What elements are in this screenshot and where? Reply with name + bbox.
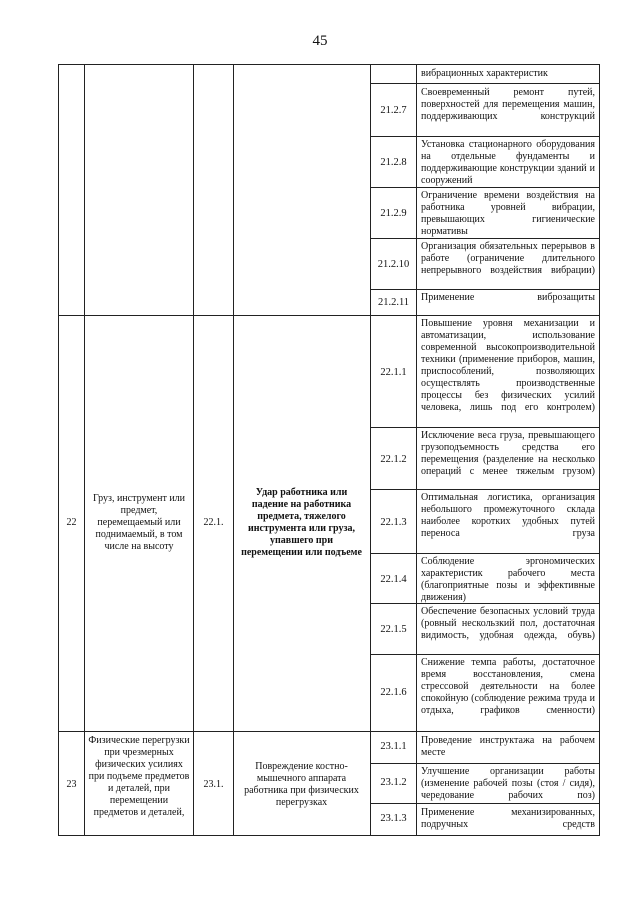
measure-code: 23.1.2	[380, 777, 407, 788]
measure-text: Организация обязательных перерывов в работе (ограничение длительного непрерывного воздействия вибрации)	[421, 241, 595, 276]
col-line-right	[599, 64, 600, 836]
measure-code: 22.1.2	[380, 454, 407, 465]
row-number: 22	[66, 517, 77, 528]
col-line-event	[370, 64, 371, 836]
row-line	[370, 238, 600, 239]
table-bottom-line	[58, 835, 600, 836]
sub-number: 22.1.	[203, 517, 224, 528]
row-line	[370, 803, 600, 804]
row-line	[370, 427, 600, 428]
measure-code: 21.2.7	[380, 105, 407, 116]
measure-text: Исключение веса груза, превышающего грузоподъемность средства его перемещения (разделение на несколько операций с менее тяжелым грузом)	[421, 430, 595, 477]
row-line	[370, 489, 600, 490]
measure-text: Применение механизированных, подручных средств	[421, 807, 595, 830]
group-line	[58, 731, 600, 732]
measure-code: 22.1.6	[380, 687, 407, 698]
row-line	[370, 187, 600, 188]
col-line-left	[58, 64, 59, 836]
measure-code: 22.1.3	[380, 517, 407, 528]
event-text: Удар работника или падение на работника предмета, тяжелого инструмента или груза, упавшего при перемещении или подъеме	[241, 487, 362, 558]
row-line	[370, 553, 600, 554]
measure-code: 21.2.11	[377, 297, 410, 308]
measure-text: Ограничение времени воздействия на работника уровней вибрации, превышающих гигиенические нормативы	[421, 190, 595, 237]
measure-text: Своевременный ремонт путей, поверхностей для перемещения машин, поддерживающих конструкций	[421, 87, 595, 122]
event-text: Повреждение костно-мышечного аппарата работника при физических перегрузках	[244, 761, 359, 808]
row-line	[370, 83, 600, 84]
measure-text: Снижение темпа работы, достаточное время восстановления, смена стрессовой деятельности на более спокойную (соблюдение режима труда и отдыха, графиков сменности)	[421, 657, 595, 716]
hazard-text: Груз, инструмент или предмет, перемещаемый или поднимаемый, в том числе на высоту	[92, 493, 186, 552]
row-line	[370, 289, 600, 290]
measure-text: Повышение уровня механизации и автоматизации, использование современной высокопроизводительной техники (применение приборов, машин, приспособлений, позволяющих осуществлять производственные процессы без физических усилий человека, лишь под его контролем)	[421, 318, 595, 413]
hazard-text: Физические перегрузки при чрезмерных физических усилиях при подъеме предметов и деталей, при перемещении предметов и деталей,	[88, 735, 190, 818]
col-line-hazard	[193, 64, 194, 836]
group-line	[58, 315, 600, 316]
sub-number: 23.1.	[203, 779, 224, 790]
row-number: 23	[66, 779, 77, 790]
page-number: 45	[312, 33, 328, 49]
measure-text: Применение виброзащиты	[421, 292, 595, 303]
measure-code: 21.2.10	[377, 259, 410, 270]
measure-text: Улучшение организации работы (изменение рабочей позы (стоя / сидя), чередование рабочих поз)	[421, 766, 595, 801]
measure-text: Установка стационарного оборудования на отдельные фундаменты и поддерживающие конструкции зданий и сооружений	[421, 139, 595, 186]
measure-text: Оптимальная логистика, организация небольшого промежуточного склада наиболее коротких удобных путей переноса груза	[421, 492, 595, 539]
measure-code: 22.1.5	[380, 624, 407, 635]
continuation-text: вибрационных характеристик	[421, 68, 548, 79]
measure-text: Соблюдение эргономических характеристик рабочего места (благоприятные позы и эффективные движения)	[421, 556, 595, 603]
row-line	[370, 654, 600, 655]
measure-text: Проведение инструктажа на рабочем месте	[421, 735, 595, 758]
row-line	[370, 136, 600, 137]
measure-code: 22.1.4	[380, 574, 407, 585]
measure-code: 23.1.1	[380, 741, 407, 752]
row-line	[58, 64, 600, 65]
measure-code: 22.1.1	[380, 367, 407, 378]
col-line-sub	[233, 64, 234, 836]
col-line-num	[84, 64, 85, 836]
measure-text: Обеспечение безопасных условий труда (ровный нескользкий пол, достаточная видимость, удобная одежда, обувь)	[421, 606, 595, 641]
measure-code: 21.2.9	[380, 208, 407, 219]
col-line-code	[416, 64, 417, 836]
measure-code: 23.1.3	[380, 813, 407, 824]
measure-code: 21.2.8	[380, 157, 407, 168]
row-line	[370, 763, 600, 764]
